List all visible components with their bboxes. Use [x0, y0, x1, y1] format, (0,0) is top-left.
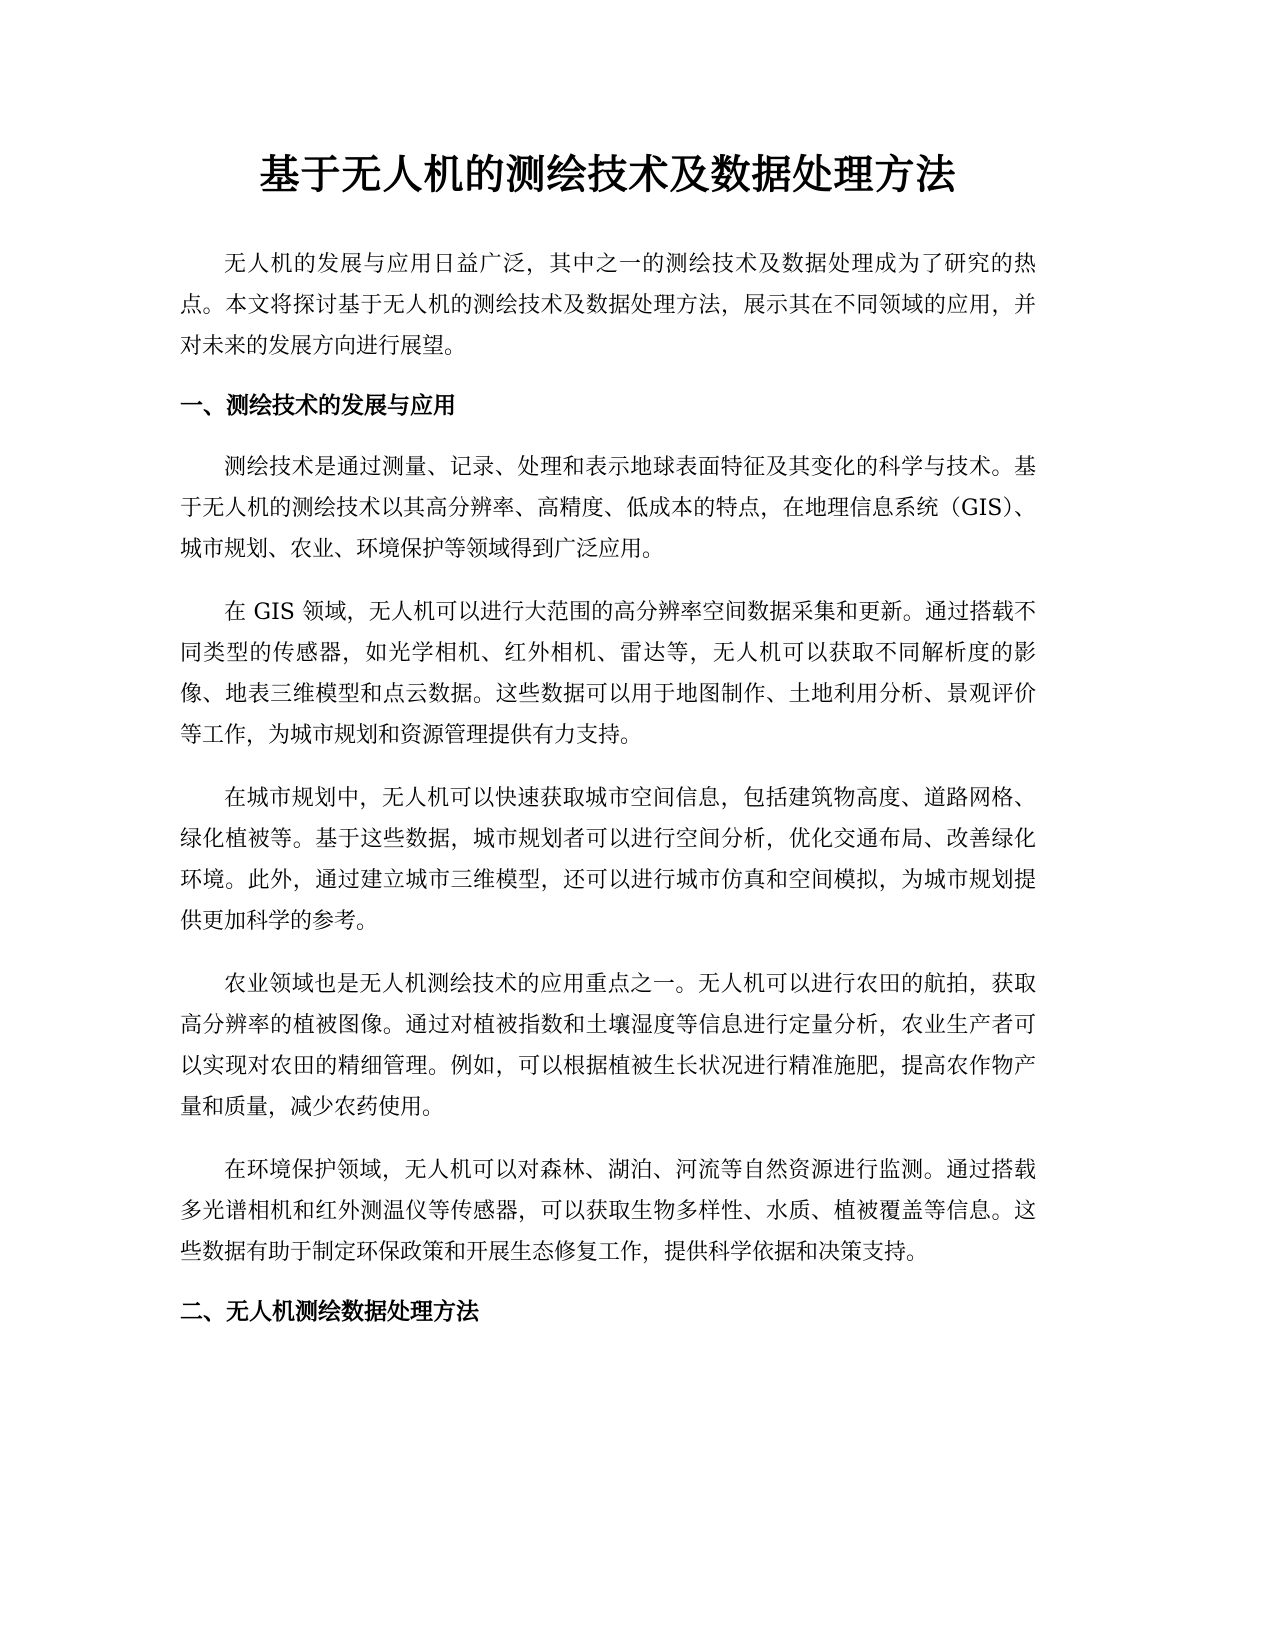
- body-paragraph: 在城市规划中，无人机可以快速获取城市空间信息，包括建筑物高度、道路网格、绿化植被等。基于这些数据，城市规划者可以进行空间分析，优化交通布局、改善绿化环境。此外，通过建立城市三维模型，还可以进行城市仿真和空间模拟，为城市规划提供更加科学的参考。: [180, 786, 1036, 934]
- document-title: 基于无人机的测绘技术及数据处理方法: [259, 152, 957, 198]
- section-heading-1: 一、测绘技术的发展与应用: [180, 393, 456, 419]
- body-paragraph: 在环境保护领域，无人机可以对森林、湖泊、河流等自然资源进行监测。通过搭载多光谱相机和红外测温仪等传感器，可以获取生物多样性、水质、植被覆盖等信息。这些数据有助于制定环保政策和开展生态修复工作，提供科学依据和决策支持。: [180, 1158, 1036, 1265]
- body-paragraph: 农业领域也是无人机测绘技术的应用重点之一。无人机可以进行农田的航拍，获取高分辨率的植被图像。通过对植被指数和土壤湿度等信息进行定量分析，农业生产者可以实现对农田的精细管理。例如，可以根据植被生长状况进行精准施肥，提高农作物产量和质量，减少农药使用。: [180, 972, 1036, 1120]
- section-heading-2: 二、无人机测绘数据处理方法: [180, 1299, 479, 1325]
- intro-paragraph: 无人机的发展与应用日益广泛，其中之一的测绘技术及数据处理成为了研究的热点。本文将探讨基于无人机的测绘技术及数据处理方法，展示其在不同领域的应用，并对未来的发展方向进行展望。: [180, 252, 1036, 359]
- body-paragraph: 测绘技术是通过测量、记录、处理和表示地球表面特征及其变化的科学与技术。基于无人机的测绘技术以其高分辨率、高精度、低成本的特点，在地理信息系统（GIS）、城市规划、农业、环境保护等领域得到广泛应用。: [180, 455, 1036, 562]
- document-page: [180, 150, 1036, 1353]
- body-paragraph: 在 GIS 领域，无人机可以进行大范围的高分辨率空间数据采集和更新。通过搭载不同类型的传感器，如光学相机、红外相机、雷达等，无人机可以获取不同解析度的影像、地表三维模型和点云数据。这些数据可以用于地图制作、土地利用分析、景观评价等工作，为城市规划和资源管理提供有力支持。: [180, 600, 1036, 748]
